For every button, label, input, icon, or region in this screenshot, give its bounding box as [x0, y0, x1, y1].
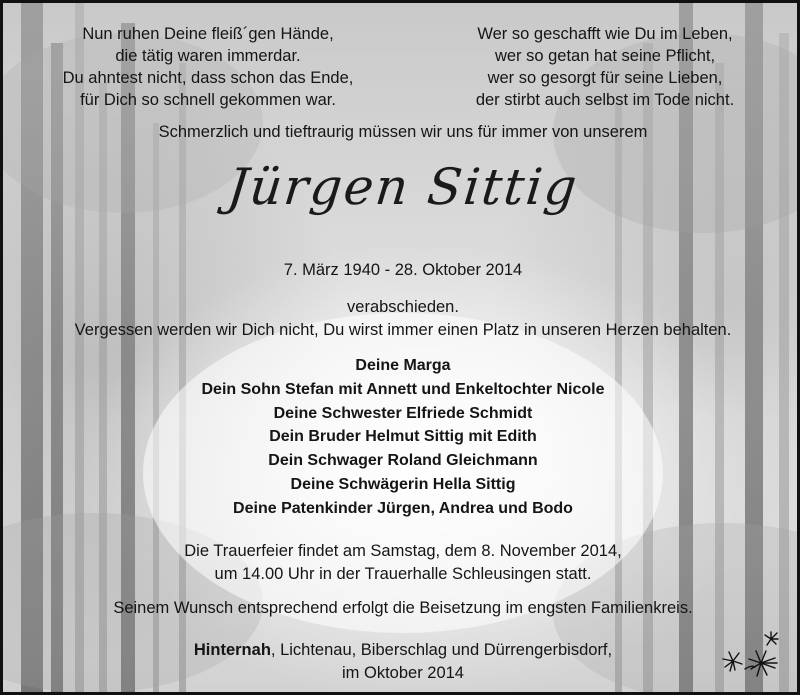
mourner: Dein Bruder Helmut Sittig mit Edith — [269, 428, 537, 446]
mourner: Dein Sohn Stefan mit Annett und Enkeltochter Nicole — [201, 380, 605, 398]
funeral-service-info — [3, 540, 800, 586]
verse-line: Wer so geschafft wie Du im Leben, — [477, 25, 733, 43]
mourner: Deine Marga — [355, 357, 451, 374]
farewell-line: verabschieden. — [347, 298, 459, 316]
mourners-list — [3, 354, 800, 521]
farewell-text — [3, 296, 800, 342]
mourner: Dein Schwager Roland Gleichmann — [268, 452, 538, 470]
verse-line: für Dich so schnell gekommen war. — [80, 91, 336, 109]
notice-date: im Oktober 2014 — [342, 664, 464, 682]
verse-line: die tätig waren immerdar. — [115, 47, 301, 65]
verse-line: Du ahntest nicht, dass schon das Ende, — [62, 69, 354, 87]
mourner: Deine Patenkinder Jürgen, Andrea und Bodo — [233, 499, 573, 517]
intro-text: Schmerzlich und tieftraurig müssen wir uns für immer von unserem — [158, 123, 648, 141]
places-and-date — [3, 639, 800, 685]
mourner: Deine Schwägerin Hella Sittig — [290, 475, 516, 493]
town-name: Hinternah — [193, 641, 271, 659]
life-dates: 7. März 1940 - 28. Oktober 2014 — [283, 261, 523, 279]
places-line — [3, 639, 800, 662]
mourner: Deine Schwester Elfriede Schmidt — [273, 404, 533, 422]
verse-right — [435, 23, 775, 111]
verse-line: wer so getan hat seine Pflicht, — [494, 47, 716, 65]
farewell-line: Vergessen werden wir Dich nicht, Du wirst immer einen Platz in unseren Herzen behalten. — [74, 321, 732, 339]
deceased-name: Jürgen Sittig — [224, 158, 582, 216]
verse-line: Nun ruhen Deine fleiß´gen Hände, — [82, 25, 334, 43]
verse-line: der stirbt auch selbst im Tode nicht. — [475, 91, 735, 109]
leaves-ornament-icon — [715, 629, 787, 681]
service-line: Die Trauerfeier findet am Samstag, dem 8. November 2014, — [184, 542, 622, 560]
burial-note: Seinem Wunsch entsprechend erfolgt die Beisetzung im engsten Familienkreis. — [113, 599, 693, 617]
verse-line: wer so gesorgt für seine Lieben, — [487, 69, 723, 87]
service-line: um 14.00 Uhr in der Trauerhalle Schleusingen statt. — [214, 565, 592, 583]
other-places: , Lichtenau, Biberschlag und Dürrengerbisdorf, — [270, 641, 613, 659]
verse-left — [43, 23, 373, 111]
